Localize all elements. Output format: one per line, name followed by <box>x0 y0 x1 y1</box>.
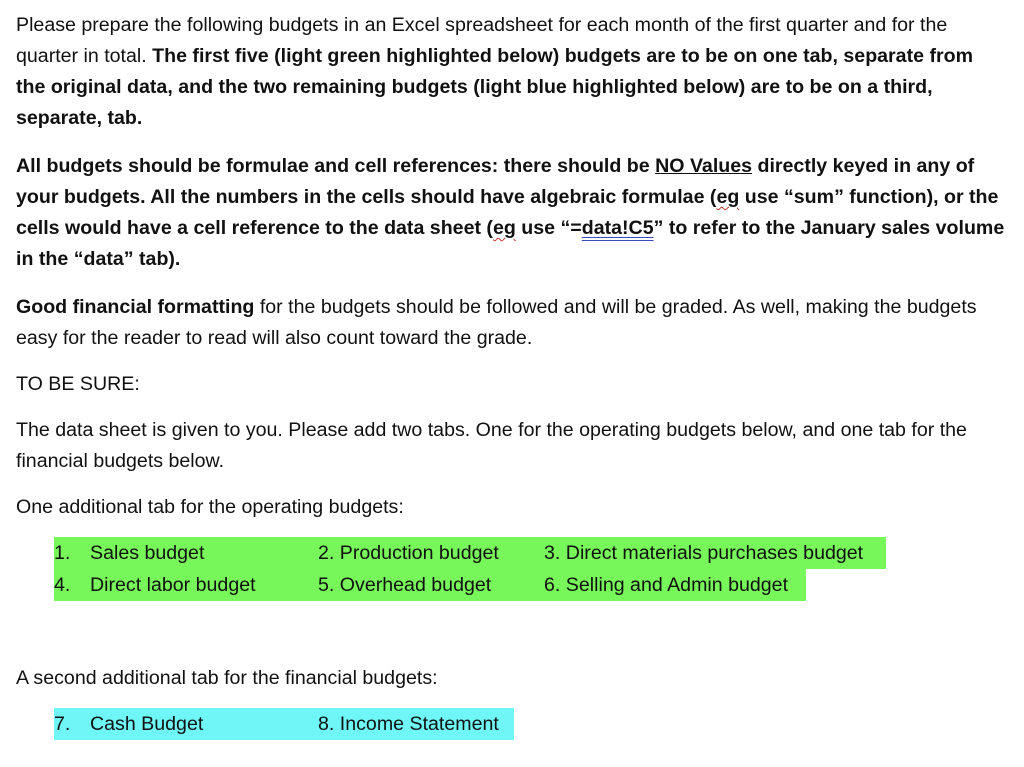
to-be-sure-heading: TO BE SURE: <box>16 373 140 395</box>
formulae-text-5: ” to refer to the January sales volume in the “data” tab). <box>16 217 1005 270</box>
list-item: 2. Production budget <box>318 542 499 564</box>
financial-tab-heading: A second additional tab for the financial budgets: <box>16 667 438 689</box>
paragraph-instructions <box>16 10 1006 134</box>
financial-budgets-list <box>54 708 1006 740</box>
list-item: 4. Direct labor budget <box>54 574 256 596</box>
list-item: 8. Income Statement <box>318 713 499 735</box>
instructions-text: Please prepare the following budgets in an Excel spreadsheet for each month of the first quarter and for the quarter in total. <box>16 14 948 67</box>
paragraph-formatting <box>16 292 1006 354</box>
formulae-text-3: use “sum” function), or the cells would have a cell reference to the data sheet ( <box>16 186 999 239</box>
operating-budgets-list <box>54 537 1006 601</box>
paragraph-formulae <box>16 151 1006 275</box>
list-item: 7. Cash Budget <box>54 713 204 735</box>
formulae-text-4: use “= <box>515 217 582 239</box>
list-item: 6. Selling and Admin budget <box>544 574 789 596</box>
formulae-text-2: directly keyed in any of your budgets. All the numbers in the cells should have algebraic formulae ( <box>16 155 975 208</box>
no-values-emphasis: NO Values <box>655 155 753 177</box>
list-item: 5. Overhead budget <box>318 574 492 596</box>
paragraph-tabs: The data sheet is given to you. Please add two tabs. One for the operating budgets below, and one tab for the financial budgets below. <box>16 419 967 472</box>
spellcheck-word-eg: eg <box>492 217 516 239</box>
list-row <box>54 708 1006 740</box>
list-row <box>54 537 1006 569</box>
list-item: 3. Direct materials purchases budget <box>544 542 864 564</box>
list-item: 1. Sales budget <box>54 542 205 564</box>
formatting-text: for the budgets should be followed and will be graded. As well, making the budgets easy for the reader to read will also count toward the grade. <box>16 296 977 349</box>
spellcheck-word-eg: eg <box>716 186 740 208</box>
list-row <box>54 569 1006 601</box>
instructions-bold-text: The first five (light green highlighted below) budgets are to be on one tab, separate from the original data, and the two remaining budgets (light blue highlighted below) are to be on a third, separate, tab. <box>16 45 973 129</box>
formulae-text-1: All budgets should be formulae and cell references: there should be <box>16 155 656 177</box>
document-body <box>16 10 1006 740</box>
cell-reference: data!C5 <box>581 217 654 239</box>
formatting-bold-text: Good financial formatting <box>16 296 255 318</box>
operating-tab-heading: One additional tab for the operating budgets: <box>16 496 404 518</box>
